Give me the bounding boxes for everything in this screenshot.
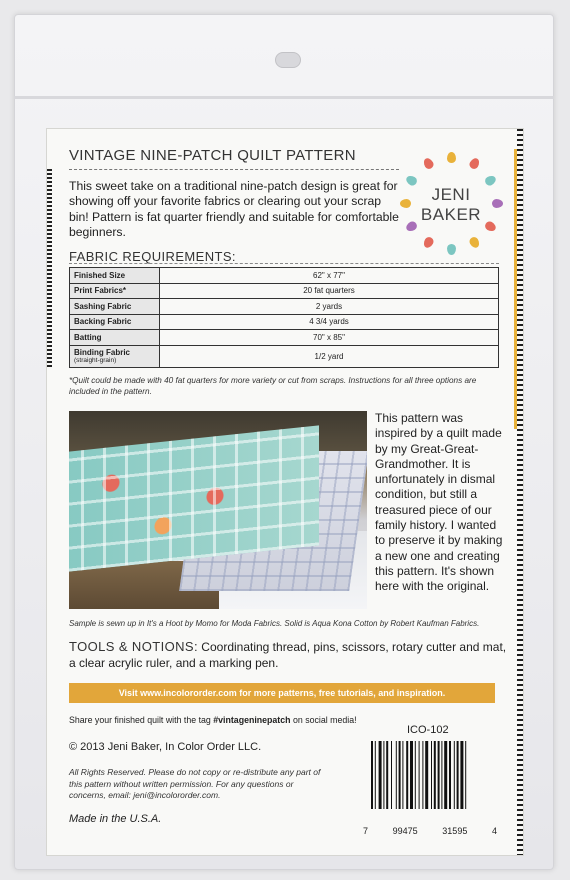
- row-label: Batting: [70, 330, 160, 346]
- barcode-number: [363, 826, 497, 836]
- barcode-bar: [465, 741, 466, 809]
- logo-dot: [467, 236, 480, 250]
- barcode-bar: [399, 741, 401, 809]
- copyright: © 2013 Jeni Baker, In Color Order LLC.: [69, 741, 262, 753]
- barcode-right: 31595: [442, 826, 468, 836]
- row-label: Finished Size: [70, 268, 160, 284]
- barcode-bar: [415, 741, 416, 809]
- pattern-title: VINTAGE NINE-PATCH QUILT PATTERN: [69, 147, 356, 164]
- table-row: [70, 299, 499, 315]
- barcode-bar: [379, 741, 382, 809]
- barcode-bar: [454, 741, 455, 809]
- decorative-stripe-left: [47, 169, 52, 369]
- logo-line-2: BAKER: [420, 205, 482, 224]
- barcode-bar: [425, 741, 428, 809]
- barcode-bar: [434, 741, 436, 809]
- story-paragraph: This pattern was inspired by a quilt made by my Great-Great-Grandmother. It is unfortunately in dismal condition, but still a treasured piece of our family history. I wanted to preserve it by making a new one and creating this pattern. It's shown here with the original.: [375, 411, 503, 594]
- tools-section: [69, 639, 509, 671]
- share-text-after: on social media!: [290, 715, 357, 725]
- row-value: 2 yards: [160, 299, 499, 315]
- barcode-bar: [444, 741, 447, 809]
- table-row: [70, 268, 499, 284]
- table-row: [70, 283, 499, 299]
- row-label: Binding Fabric: [74, 348, 130, 357]
- fabric-note: *Quilt could be made with 40 fat quarters for more variety or cut from scraps. Instructions for all three options are included in the pattern.: [69, 376, 477, 396]
- barcode-bar: [386, 741, 388, 809]
- hang-hole: [275, 52, 301, 68]
- barcode-bar: [449, 741, 451, 809]
- row-value: 70" x 85": [160, 330, 499, 346]
- barcode-bar: [419, 741, 420, 809]
- decorative-stripe-right: [517, 129, 523, 856]
- barcode-bar: [441, 741, 442, 809]
- table-row: [70, 345, 499, 367]
- photo-caption: Sample is sewn up in It's a Hoot by Momo for Moda Fabrics. Solid is Aqua Kona Cotton by Robert Kaufman Fabrics.: [69, 619, 480, 628]
- share-text-before: Share your finished quilt with the tag: [69, 715, 214, 725]
- website-banner: Visit www.incolororder.com for more patterns, free tutorials, and inspiration.: [69, 683, 495, 703]
- barcode-bar: [422, 741, 423, 809]
- barcode-bar: [396, 741, 397, 809]
- row-sublabel: (straight-grain): [74, 357, 117, 364]
- row-label-cell: [70, 345, 160, 367]
- barcode-bar: [457, 741, 459, 809]
- fabric-heading: FABRIC REQUIREMENTS:: [69, 249, 236, 264]
- barcode-bar: [431, 741, 432, 809]
- barcode-bar: [460, 741, 463, 809]
- barcode-bar: [410, 741, 413, 809]
- fabric-divider: [69, 263, 499, 264]
- made-in: Made in the U.S.A.: [69, 813, 162, 825]
- logo-line-1: JENI: [431, 185, 471, 204]
- tools-heading: TOOLS & NOTIONS:: [69, 639, 198, 654]
- barcode-bar: [438, 741, 440, 809]
- rights-notice: All Rights Reserved. Please do not copy or re-distribute any part of this pattern without written permission. For any questions or concerns, email: jeni@incolororder.com.: [69, 767, 321, 800]
- row-label: Print Fabrics*: [70, 283, 160, 299]
- barcode-bar: [371, 741, 373, 809]
- row-label: Sashing Fabric: [70, 299, 160, 315]
- title-divider: [69, 169, 399, 170]
- tools-text: Coordinating thread, pins, scissors, rotary cutter and mat, a clear acrylic ruler, and a marking pen.: [69, 640, 507, 670]
- barcode-bar: [402, 741, 403, 809]
- pattern-card: [46, 128, 524, 856]
- share-line: [69, 715, 357, 725]
- product-code: ICO-102: [407, 724, 449, 736]
- barcode-bar: [383, 741, 384, 809]
- barcode-left: 99475: [392, 826, 418, 836]
- row-label: Backing Fabric: [70, 314, 160, 330]
- row-value: 62" x 77": [160, 268, 499, 284]
- sleeve-seal: [14, 96, 554, 99]
- logo-dot: [467, 156, 480, 170]
- barcode-icon: [369, 741, 487, 809]
- logo-dot: [447, 152, 456, 163]
- quilt-photo: [69, 411, 367, 609]
- logo-dot: [447, 244, 456, 255]
- row-value: 1/2 yard: [160, 345, 499, 367]
- hashtag: #vintageninepatch: [213, 715, 291, 725]
- logo-dot: [421, 156, 434, 170]
- barcode-trail: 4: [491, 826, 497, 836]
- row-value: 4 3/4 yards: [160, 314, 499, 330]
- barcode-bar: [391, 741, 392, 809]
- brand-logo: [399, 151, 503, 255]
- barcode-lead: 7: [363, 826, 369, 836]
- intro-paragraph: This sweet take on a traditional nine-patch design is great for showing off your favorite fabrics or clearing out your scrap bin! Pattern is fat quarter friendly and suitable for comfortable beginners.: [69, 179, 399, 240]
- table-row: [70, 330, 499, 346]
- row-value: 20 fat quarters: [160, 283, 499, 299]
- table-row: [70, 314, 499, 330]
- fabric-requirements-table: [69, 267, 499, 368]
- logo-dot: [421, 236, 434, 250]
- barcode-bar: [375, 741, 376, 809]
- barcode-bar: [406, 741, 408, 809]
